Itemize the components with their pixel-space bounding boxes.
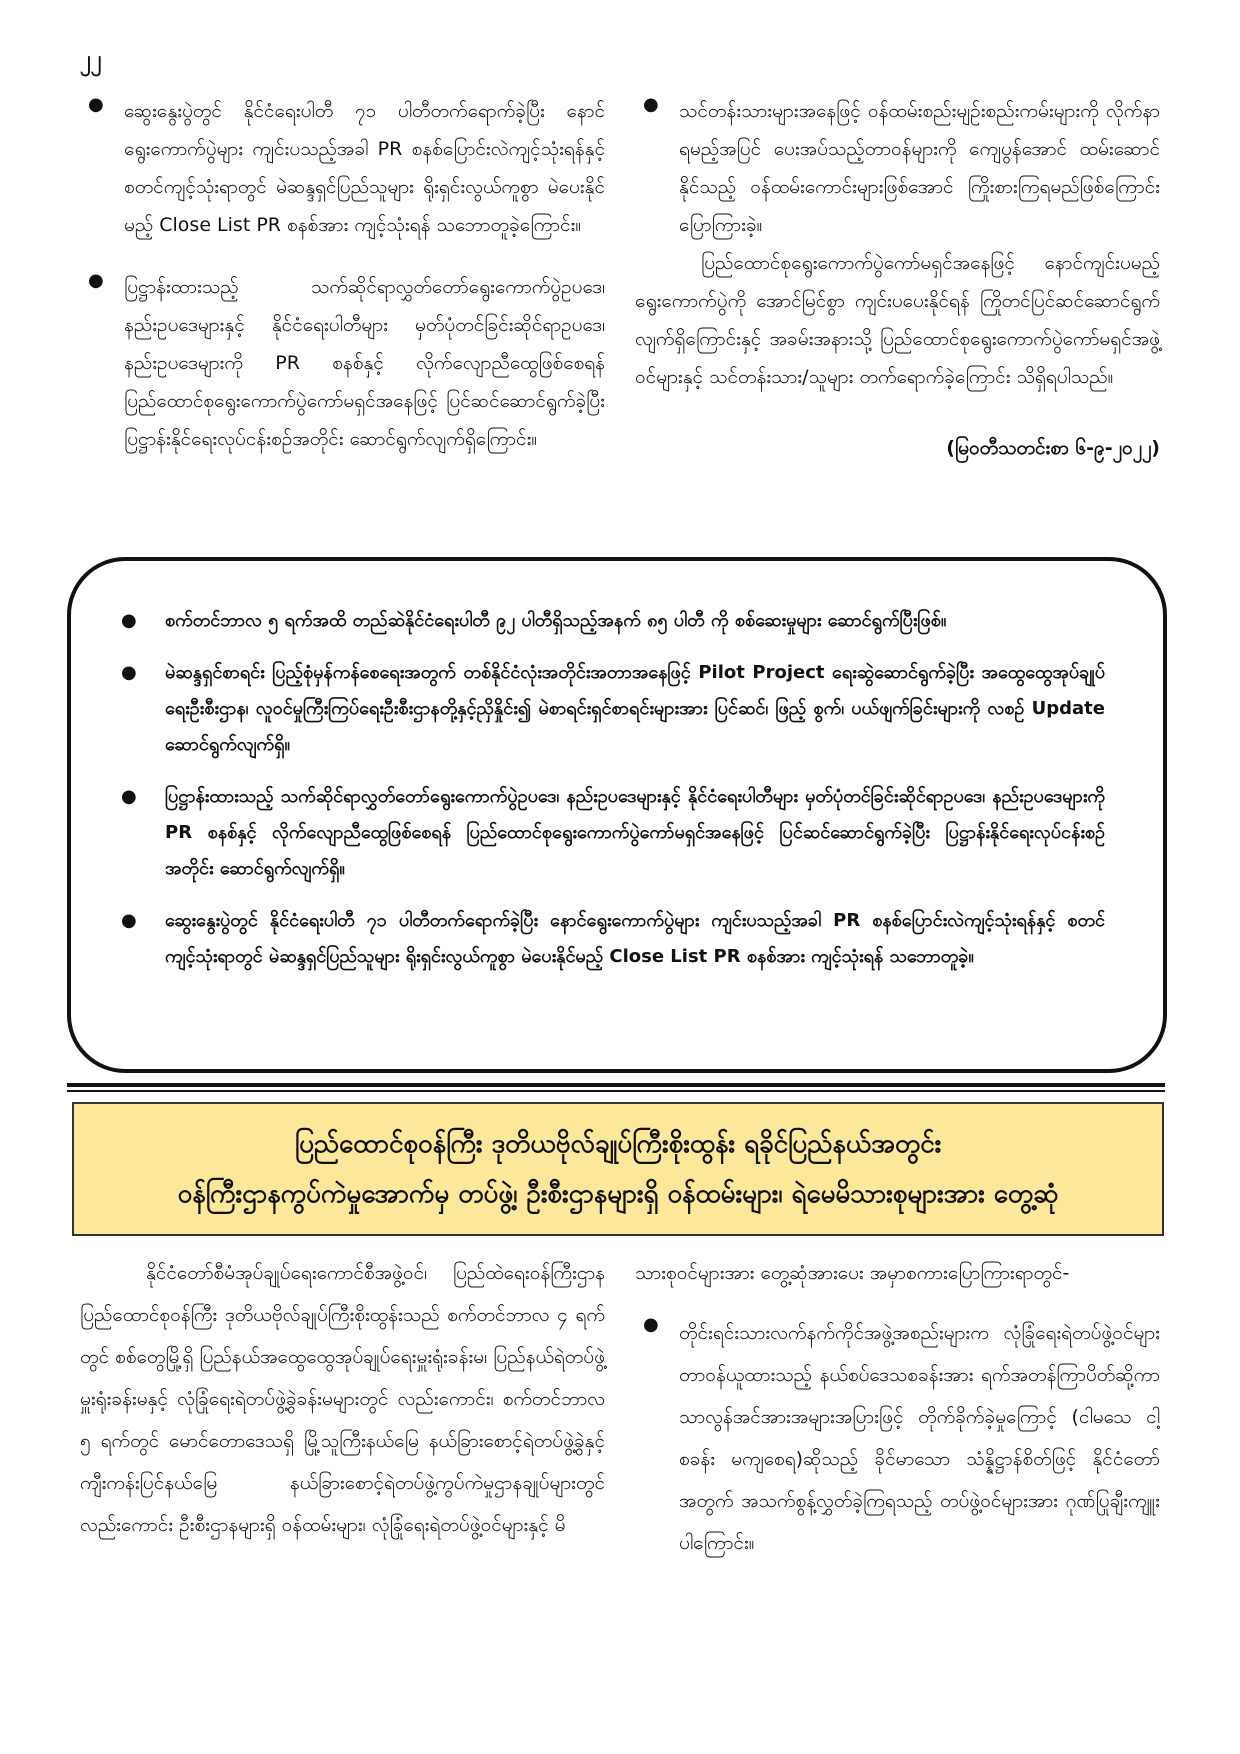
headline-line-2: ဝန်ကြီးဌာနကွပ်ကဲမှုအောက်မှ တပ်ဖွဲ့၊ ဦးစီးဌာနများရှိ ဝန်ထမ်းများ၊ ရဲမေမိသားစုများအား တွေ့ဆုံ bbox=[177, 1179, 1059, 1209]
top-right-column bbox=[635, 92, 1160, 482]
bullet-text: ● သင်တန်းသားများအနေဖြင့် ဝန်ထမ်းစည်းမျဉ်းစည်းကမ်းများကို လိုက်နာရမည့်အပြင် ပေးအပ်သည့်တာဝန်များကို ကျေပွန်အောင် ထမ်းဆောင်နိုင်သည့် ဝန်ထမ်းကောင်းများဖြစ်အောင် ကြိုးစားကြရမည်ဖြစ်ကြောင်း ပြောကြားခဲ့။ bbox=[679, 100, 1160, 236]
summary-item: ● ပြဋ္ဌာန်းထားသည့် သက်ဆိုင်ရာလွှတ်တော်ရွေးကောက်ပွဲဥပဒေ၊ နည်းဥပဒေများနှင့် နိုင်ငံရေးပါတီများ မှတ်ပုံတင်ခြင်းဆိုင်ရာဥပဒေ၊ နည်းဥပဒေများကို PR စနစ်နှင့် လိုက်လျောညီထွေဖြစ်စေရန် ပြည်ထောင်စုရွေးကောက်ပွဲကော်မရှင်အနေဖြင့် ပြင်ဆင်ဆောင်ရွက်ခဲ့ပြီး ပြဋ္ဌာန်းနိုင်ရေးလုပ်ငန်းစဉ်အတိုင်း ဆောင်ရွက်လျက်ရှိ။ bbox=[113, 779, 1105, 887]
summary-item: ● ဆွေးနွေးပွဲတွင် နိုင်ငံရေးပါတီ ၇၁ ပါတီတက်ရောက်ခဲ့ပြီး နောင်ရွေးကောက်ပွဲများ ကျင်းပသည့်အခါ PR စနစ်ပြောင်းလဲကျင့်သုံးရန်နှင့် စတင်ကျင့်သုံးရာတွင် မဲဆန္ဒရှင်ပြည်သူများ ရိုးရှင်းလွယ်ကူစွာ မဲပေးနိုင်မည့် Close List PR စနစ်အား ကျင့်သုံးရန် သဘောတူခဲ့။ bbox=[113, 903, 1105, 975]
headline-line-1: ပြည်ထောင်စုဝန်ကြီး ဒုတိယဗိုလ်ချုပ်ကြီးစိုးထွန်း ရခိုင်ပြည်နယ်အတွင်း bbox=[294, 1129, 942, 1159]
bullet-text: ● ဆွေးနွေးပွဲတွင် နိုင်ငံရေးပါတီ ၇၁ ပါတီတက်ရောက်ခဲ့ပြီး နောင်ရွေးကောက်ပွဲများ ကျင်းပသည့်အခါ PR စနစ်ပြောင်းလဲကျင့်သုံးရန်နှင့် စတင်ကျင့်သုံးရာတွင် မဲဆန္ဒရှင်ပြည်သူများ ရိုးရှင်းလွယ်ကူစွာ မဲပေးနိုင်မည့် Close List PR စနစ်အား ကျင့်သုံးရန် သဘောတူခဲ့ကြောင်း။ bbox=[124, 100, 605, 236]
summary-box bbox=[67, 557, 1167, 1073]
summary-item: ● စက်တင်ဘာလ ၅ ရက်အထိ တည်ဆဲနိုင်ငံရေးပါတီ ၉၂ ပါတီရှိသည့်အနက် ၈၅ ပါတီ ကို စစ်ဆေးမှုများ ဆောင်ရွက်ပြီးဖြစ်။ bbox=[113, 603, 1105, 639]
paragraph: သားစုဝင်များအား တွေ့ဆုံအားပေး အမှာစကားပြောကြားရာတွင်- bbox=[635, 1262, 1070, 1284]
list-item bbox=[80, 92, 605, 244]
source-citation: (မြဝတီသတင်းစာ ၆-၉-၂၀၂၂) bbox=[946, 437, 1160, 459]
bottom-right-column bbox=[635, 1252, 1160, 1588]
list-item bbox=[80, 268, 605, 458]
paragraph: နိုင်ငံတော်စီမံအုပ်ချုပ်ရေးကောင်စီအဖွဲ့ဝင်၊ ပြည်ထဲရေးဝန်ကြီးဌာန ပြည်ထောင်စုဝန်ကြီး ဒုတိယဗိုလ်ချုပ်ကြီးစိုးထွန်းသည် စက်တင်ဘာလ ၄ ရက်တွင် စစ်တွေမြို့ရှိ ပြည်နယ်အထွေထွေအုပ်ချုပ်ရေးမှူးရုံးခန်းမ၊ ပြည်နယ်ရဲတပ်ဖွဲ့မှူးရုံးခန်းမနှင့် လုံခြုံရေးရဲတပ်ဖွဲ့ခွဲခန်းမများတွင် လည်းကောင်း၊ စက်တင်ဘာလ ၅ ရက်တွင် မောင်တောဒေသရှိ မြို့သူကြီးနယ်မြေ နယ်ခြားစောင့်ရဲတပ်ဖွဲ့ခွဲနှင့် ကျီးကန်းပြင်နယ်မြေ နယ်ခြားစောင့်ရဲတပ်ဖွဲ့ကွပ်ကဲမှုဌာနချုပ်များတွင်လည်းကောင်း ဦးစီးဌာနများရှိ ဝန်ထမ်းများ၊ လုံခြုံရေးရဲတပ်ဖွဲ့ဝင်များနှင့် မိ bbox=[80, 1262, 605, 1536]
summary-item: ● မဲဆန္ဒရှင်စာရင်း ပြည့်စုံမှန်ကန်စေရေးအတွက် တစ်နိုင်ငံလုံးအတိုင်းအတာအနေဖြင့် Pilot Project ရေးဆွဲဆောင်ရွက်ခဲ့ပြီး အထွေထွေအုပ်ချုပ်ရေးဦးစီးဌာန၊ လူဝင်မှုကြီးကြပ်ရေးဦးစီးဌာနတို့နှင့်ညှိနှိုင်း၍ မဲစာရင်းရှင်စာရင်းများအား ပြင်ဆင်၊ ဖြည့် စွက်၊ ပယ်ဖျက်ခြင်းများကို လစဉ် Update ဆောင်ရွက်လျက်ရှိ။ bbox=[113, 655, 1105, 763]
bottom-left-column bbox=[80, 1252, 605, 1588]
paragraph: ပြည်ထောင်စုရွေးကောက်ပွဲကော်မရှင်အနေဖြင့် နောင်ကျင်းပမည့် ရွေးကောက်ပွဲကို အောင်မြင်စွာ ကျင်းပပေးနိုင်ရန် ကြိုတင်ပြင်ဆင်ဆောင်ရွက်လျက်ရှိကြောင်းနှင့် အခမ်းအနားသို့ ပြည်ထောင်စုရွေးကောက်ပွဲကော်မရှင်အဖွဲ့ဝင်များနှင့် သင်တန်းသား/သူများ တက်ရောက်ခဲ့ကြောင်း သိရှိရပါသည်။ bbox=[635, 252, 1160, 388]
bullet-text: ● ပြဋ္ဌာန်းထားသည့် သက်ဆိုင်ရာလွှတ်တော်ရွေးကောက်ပွဲဥပဒေ၊ နည်းဥပဒေများနှင့် နိုင်ငံရေးပါတီများ မှတ်ပုံတင်ခြင်းဆိုင်ရာဥပဒေ၊ နည်းဥပဒေများကို PR စနစ်နှင့် လိုက်လျောညီထွေဖြစ်စေရန် ပြည်ထောင်စုရွေးကောက်ပွဲကော်မရှင်အနေဖြင့် ပြင်ဆင်ဆောင်ရွက်ခဲ့ပြီး ပြဋ္ဌာန်းနိုင်ရေးလုပ်ငန်းစဉ်အတိုင်း ဆောင်ရွက်လျက်ရှိကြောင်း။ bbox=[124, 276, 605, 450]
article-headline bbox=[72, 1102, 1164, 1236]
top-left-column bbox=[80, 92, 605, 482]
top-columns bbox=[80, 92, 1160, 482]
page-number: ၂၂ bbox=[80, 47, 102, 72]
bullet-text: ● တိုင်းရင်းသားလက်နက်ကိုင်အဖွဲ့အစည်းများက လုံခြုံရေးရဲတပ်ဖွဲ့ဝင်များ တာဝန်ယူထားသည့် နယ်စပ်ဒေသစခန်းအား ရက်အတန်ကြာပိတ်ဆို့ကာ သာလွန်အင်အားအများအပြားဖြင့် တိုက်ခိုက်ခဲ့မှုကြောင့် (ငါမသေ ငါ့စခန်း မကျစေရ)ဆိုသည့် ခိုင်မာသော သံန္နိဋ္ဌာန်စိတ်ဖြင့် နိုင်ငံတော်အတွက် အသက်စွန့်လွှတ်ခဲ့ကြရသည့် တပ်ဖွဲ့ဝင်များအား ဂုဏ်ပြုချီးကျူးပါကြောင်း။ bbox=[679, 1322, 1160, 1554]
list-item bbox=[635, 1312, 1160, 1564]
divider bbox=[67, 1090, 1165, 1092]
bottom-columns bbox=[80, 1252, 1160, 1588]
list-item bbox=[635, 92, 1160, 244]
divider bbox=[67, 1083, 1165, 1087]
